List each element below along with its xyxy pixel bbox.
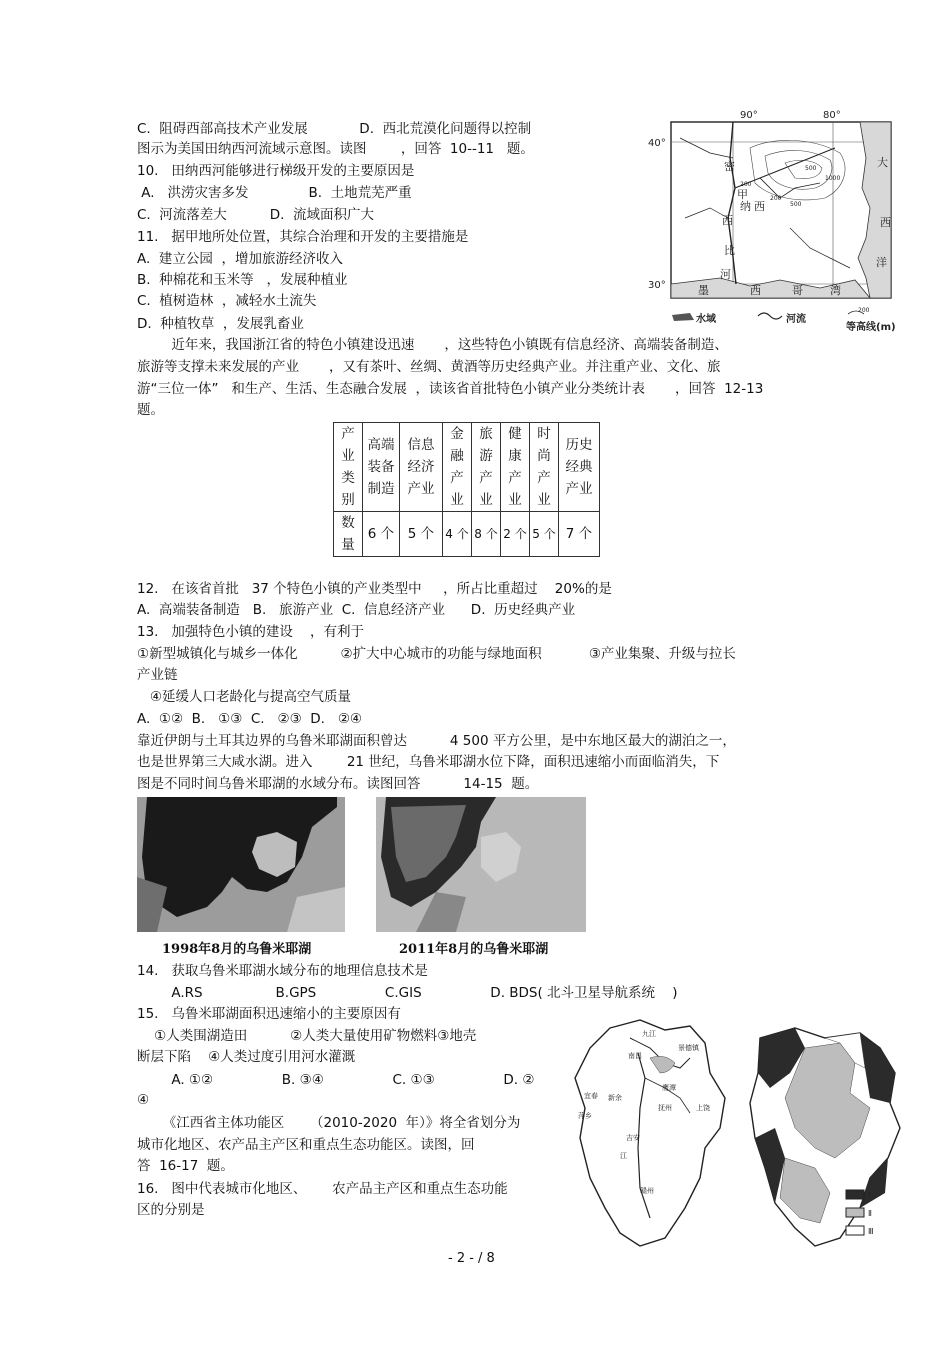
- legend-water: 水域: [696, 314, 716, 325]
- question-13: 13. 加强特色小镇的建设 ，有利于: [137, 624, 365, 640]
- city-label: 宜春: [584, 1092, 598, 1100]
- latitude-label-40: 40°: [648, 138, 666, 149]
- satellite-image-2011: [376, 797, 586, 932]
- industry-statistics-table: [333, 422, 600, 557]
- paragraph-line: 城市化地区、农产品主产区和重点生态功能区。读图，回: [137, 1137, 475, 1153]
- city-label: 鹰潭: [662, 1084, 676, 1092]
- legend-river: 河流: [786, 314, 806, 325]
- table-row: [334, 423, 600, 512]
- text-line: A. 高端装备制造 B. 旅游产业 C. 信息经济产业 D. 历史经典产业: [137, 602, 576, 618]
- satellite-caption-2011: 2011年8月的乌鲁米耶湖: [399, 942, 549, 957]
- contour-label: 200: [740, 181, 752, 188]
- city-label: 萍乡: [578, 1112, 592, 1120]
- question-14: 14. 获取乌鲁米耶湖水域分布的地理信息技术是: [137, 963, 428, 979]
- map-label: 河: [720, 268, 731, 281]
- map-label: 密: [724, 160, 735, 173]
- text-line: A. ①② B. ③④ C. ①③ D. ②: [137, 1072, 535, 1088]
- text-line: A. 洪涝灾害多发 B. 土地荒芜严重: [137, 185, 412, 201]
- text-line: C. 阻碍西部高技术产业发展 D. 西北荒漠化问题得以控制: [137, 121, 532, 137]
- paragraph-line: 近年来，我国浙江省的特色小镇建设迅速 ，这些特色小镇既有信息经济、高端装备制造、: [137, 337, 728, 353]
- legend-zone-1: Ⅰ: [868, 1191, 871, 1200]
- tennessee-river-map: [640, 108, 910, 340]
- question-11: 11. 据甲地所处位置，其综合治理和开发的主要措施是: [137, 229, 469, 245]
- text-line: ④延缓人口老龄化与提高空气质量: [137, 689, 351, 705]
- map-label: 洋: [876, 256, 887, 269]
- longitude-label-80: 80°: [823, 110, 841, 121]
- table-cell: 数量: [334, 512, 363, 557]
- question-15: 15. 乌鲁米耶湖面积迅速缩小的主要原因有: [137, 1006, 401, 1022]
- legend-zone-2: Ⅱ: [868, 1209, 872, 1218]
- table-header-cell: 高端装备制造: [363, 423, 400, 512]
- text-line: ④: [137, 1092, 150, 1108]
- table-header-cell: 历史经典产业: [559, 423, 600, 512]
- paragraph-line: 《江西省主体功能区 （2010-2020 年）》将全省划分为: [137, 1115, 521, 1131]
- page-number: - 2 - / 8: [448, 1251, 495, 1266]
- table-row: [334, 512, 600, 557]
- city-label: 南昌: [628, 1052, 642, 1060]
- question-16: 16. 图中代表城市化地区、 农产品主产区和重点生态功能: [137, 1181, 508, 1197]
- map-label: 西: [722, 214, 733, 227]
- city-label: 抚州: [658, 1104, 672, 1112]
- jiangxi-maps: [570, 1018, 912, 1250]
- text-line: 区的分别是: [137, 1202, 205, 1218]
- city-label: 新余: [608, 1094, 622, 1102]
- text-line: C. 河流落差大 D. 流域面积广大: [137, 207, 374, 223]
- legend-zone-2-swatch: [846, 1208, 864, 1217]
- contour-label: 500: [790, 201, 802, 208]
- text-line: C. 植树造林 ，减轻水土流失: [137, 293, 317, 309]
- table-cell: 7 个: [559, 512, 600, 557]
- question-12: 12. 在该省首批 37 个特色小镇的产业类型中 ，所占比重超过 20%的是: [137, 581, 612, 597]
- map-label-jia: 甲: [737, 188, 748, 201]
- city-label: 江: [620, 1152, 627, 1160]
- table-cell: 5 个: [530, 512, 559, 557]
- paragraph-line: 游“三位一体” 和生产、生活、生态融合发展 ，读该省首批特色小镇产业分类统计表 ，回答 12-13: [137, 381, 764, 397]
- table-header-cell: 时尚产业: [530, 423, 559, 512]
- legend-contour-value: 200: [858, 307, 870, 314]
- text-line: A.RS B.GPS C.GIS D. BDS( 北斗卫星导航系统 ): [137, 985, 678, 1001]
- table-cell: 4 个: [443, 512, 472, 557]
- map-label: 西: [880, 216, 891, 229]
- latitude-label-30: 30°: [648, 280, 666, 291]
- question-10: 10. 田纳西河能够进行梯级开发的主要原因是: [137, 163, 415, 179]
- satellite-caption-1998: 1998年8月的乌鲁米耶湖: [162, 942, 312, 957]
- longitude-label-90: 90°: [740, 110, 758, 121]
- map-label: 西: [750, 284, 761, 297]
- map-label: 西: [754, 200, 765, 213]
- paragraph-line: 靠近伊朗与土耳其边界的乌鲁米耶湖面积曾达 4 500 平方公里，是中东地区最大的湖泊之一，: [137, 733, 736, 749]
- contour-label: 1000: [825, 175, 841, 182]
- table-header-cell: 健康产业: [501, 423, 530, 512]
- table-cell: 5 个: [400, 512, 443, 557]
- table-cell: 8 个: [472, 512, 501, 557]
- satellite-image-1998: [137, 797, 345, 932]
- table-header-cell: 金融产业: [443, 423, 472, 512]
- map-label: 墨: [698, 284, 709, 297]
- paragraph-line: 旅游等支撑未来发展的产业 ，又有茶叶、丝绸、黄酒等历史经典产业。并注重产业、文化、旅: [137, 359, 721, 375]
- map-label: 湾: [830, 284, 841, 297]
- paragraph-line: 也是世界第三大咸水湖。进入 21 世纪，乌鲁米耶湖水位下降，面积迅速缩小而面临消失，下: [137, 754, 720, 770]
- city-label: 上饶: [696, 1104, 710, 1112]
- text-line: 图示为美国田纳西河流域示意图。读图 ，回答 10--11 题。: [137, 141, 534, 157]
- text-line: A. ①② B. ①③ C. ②③ D. ②④: [137, 711, 363, 727]
- map-label: 比: [724, 244, 735, 257]
- water-legend-icon: [672, 313, 694, 321]
- city-label: 景德镇: [678, 1044, 699, 1052]
- paragraph-line: 图是不同时间乌鲁米耶湖的水域分布。读图回答 14-15 题。: [137, 776, 539, 792]
- map-label: 哥: [792, 284, 803, 297]
- legend-zone-1-swatch: [846, 1190, 864, 1199]
- text-line: ①新型城镇化与城乡一体化 ②扩大中心城市的功能与绿地面积 ③产业集聚、升级与拉长: [137, 646, 736, 662]
- table-header-cell: 信息经济产业: [400, 423, 443, 512]
- paragraph-line: 题。: [137, 402, 164, 418]
- table-cell: 6 个: [363, 512, 400, 557]
- table-header-cell: 产业类别: [334, 423, 363, 512]
- text-line: ①人类围湖造田 ②人类大量使用矿物燃料③地壳: [137, 1028, 477, 1044]
- text-line: B. 种棉花和玉米等 ，发展种植业: [137, 272, 348, 288]
- table-cell: 2 个: [501, 512, 530, 557]
- text-line: D. 种植牧草 ，发展乳畜业: [137, 316, 304, 332]
- paragraph-line: 答 16-17 题。: [137, 1158, 234, 1174]
- legend-zone-3: Ⅲ: [868, 1227, 874, 1236]
- map-label: 纳: [740, 200, 751, 213]
- legend-zone-3-swatch: [846, 1226, 864, 1235]
- table-header-cell: 旅游产业: [472, 423, 501, 512]
- river-legend-icon: [758, 313, 782, 319]
- contour-label: 500: [805, 165, 817, 172]
- city-label: 九江: [642, 1030, 656, 1038]
- map-label: 大: [877, 156, 888, 169]
- text-line: 产业链: [137, 667, 178, 683]
- contour-label: 200: [770, 195, 782, 202]
- legend-contour: 等高线(m): [846, 322, 896, 333]
- text-line: A. 建立公园 ，增加旅游经济收入: [137, 251, 343, 267]
- city-label: 赣州: [640, 1187, 654, 1195]
- city-label: 吉安: [626, 1134, 640, 1142]
- text-line: 断层下陷 ④人类过度引用河水灌溉: [137, 1049, 356, 1065]
